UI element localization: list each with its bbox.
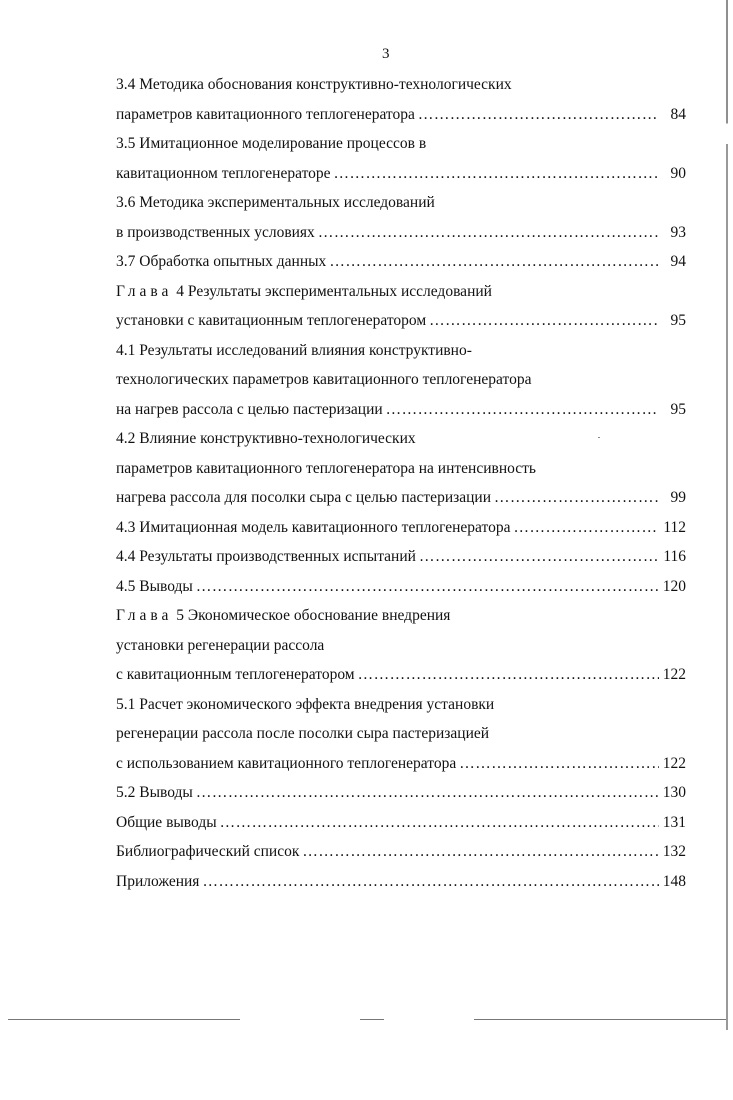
toc-text-line: 5.1 Расчет экономического эффекта внедрения установки [116, 695, 495, 713]
dot-leader [418, 100, 659, 130]
toc-page-number: 132 [662, 843, 686, 860]
toc-entry-title: кавитационном теплогенераторе [116, 164, 331, 182]
toc-entry [116, 690, 686, 779]
toc-leader-line [116, 572, 686, 602]
toc-entry-title: с использованием кавитационного теплогенератора [116, 754, 457, 772]
dot-leader [429, 306, 659, 336]
toc-text-line: 3.6 Методика экспериментальных исследований [116, 194, 435, 211]
toc-leader-line [116, 837, 686, 867]
toc-page-number: 116 [663, 548, 686, 565]
toc-page-number: 94 [670, 253, 686, 270]
toc-leader-line [116, 218, 686, 248]
toc-text-line: 3.5 Имитационное моделирование процессов в [116, 135, 427, 152]
toc-entry-title: в производственных условиях [116, 223, 315, 241]
toc-entry [116, 601, 686, 690]
toc-entry-title: Приложения [116, 872, 200, 890]
dot-leader [514, 513, 660, 543]
toc-page-number: 84 [670, 105, 686, 123]
toc-leader-line [116, 660, 686, 690]
toc-entry-title: с кавитационным теплогенератором [116, 666, 355, 683]
toc-entry [116, 778, 686, 808]
toc-entry [116, 336, 686, 425]
toc-entry [116, 70, 686, 129]
dot-leader [196, 778, 659, 808]
dot-leader [386, 395, 659, 425]
toc-text-line: 3.4 Методика обоснования конструктивно-технологических [116, 76, 512, 93]
toc-entry-title: 4.4 Результаты производственных испытаний [116, 548, 416, 565]
dot-leader [358, 660, 659, 690]
toc-entry [116, 247, 686, 277]
dot-leader [202, 867, 659, 897]
toc-entry-title: на нагрев рассола с целью пастеризации [116, 400, 383, 418]
toc-page-number: 122 [662, 754, 686, 772]
toc-entry-title: 4.5 Выводы [116, 577, 193, 595]
toc-text-line: 4.2 Влияние конструктивно-технологических [116, 430, 416, 447]
toc-chapter-heading [116, 277, 686, 307]
toc-text-line: параметров кавитационного теплогенератора на интенсивность [116, 459, 536, 477]
toc-leader-line [116, 395, 686, 425]
toc-leader-line [116, 159, 686, 189]
toc-text-line: 4.1 Результаты исследований влияния конструктивно- [116, 341, 472, 359]
toc-page-number: 131 [662, 813, 686, 831]
toc-entry [116, 542, 686, 572]
toc-page-number: 130 [662, 784, 686, 801]
toc-leader-line [116, 867, 686, 897]
page-number: 3 [382, 46, 390, 62]
toc-entry [116, 867, 686, 897]
toc-page-number: 90 [670, 164, 686, 182]
dot-leader [220, 808, 659, 838]
scan-edge-bottom [474, 1019, 726, 1020]
chapter-word: Глава [116, 607, 173, 624]
toc-leader-line [116, 100, 686, 130]
toc-page-number: 93 [670, 223, 686, 241]
chapter-title: 4 Результаты экспериментальных исследований [172, 282, 492, 300]
toc-entry [116, 188, 686, 247]
dot-leader [334, 159, 659, 189]
toc-entry [116, 513, 686, 543]
dot-leader [196, 572, 659, 602]
toc-entry [116, 808, 686, 838]
toc-leader-line [116, 513, 686, 543]
toc-entry [116, 277, 686, 336]
toc-page-number: 120 [662, 577, 686, 595]
dot-leader [419, 542, 659, 572]
toc-entry-title: параметров кавитационного теплогенератора [116, 105, 415, 123]
toc-leader-line [116, 778, 686, 808]
chapter-word: Глава [116, 282, 173, 300]
toc-entry [116, 129, 686, 188]
dot-leader [459, 749, 659, 779]
toc-leader-line [116, 749, 686, 779]
toc-entry-title: установки с кавитационным теплогенератором [116, 312, 427, 329]
toc-leader-line [116, 247, 686, 277]
toc-page-number: 99 [670, 489, 686, 506]
scan-speck [598, 437, 600, 438]
toc-entry-title: Библиографический список [116, 843, 300, 860]
toc-chapter-heading [116, 601, 686, 631]
toc-entry-title: 3.7 Обработка опытных данных [116, 253, 327, 270]
toc-leader-line [116, 808, 686, 838]
toc-text-line: технологических параметров кавитационного теплогенератора [116, 371, 532, 388]
scan-edge-bottom [360, 1019, 384, 1020]
toc-leader-line [116, 306, 686, 336]
toc-page-number: 95 [670, 312, 686, 329]
toc-entry-title: 4.3 Имитационная модель кавитационного теплогенератора [116, 518, 511, 536]
toc-entry-title: Общие выводы [116, 813, 217, 831]
dot-leader [302, 837, 659, 867]
toc-entry-title: нагрева рассола для посолки сыра с целью пастеризации [116, 489, 491, 506]
toc-page-number: 148 [662, 872, 686, 890]
dot-leader [318, 218, 659, 248]
toc-entry [116, 837, 686, 867]
toc-leader-line [116, 542, 686, 572]
toc-entry-title: 5.2 Выводы [116, 784, 193, 801]
dot-leader [494, 483, 659, 513]
toc-leader-line [116, 483, 686, 513]
scan-edge-right [726, 0, 728, 1030]
toc-text-line: установки регенерации рассола [116, 636, 325, 654]
toc-page-number: 112 [663, 518, 686, 536]
table-of-contents [116, 70, 686, 896]
toc-text-line: регенерации рассола после посолки сыра пастеризацией [116, 725, 490, 742]
chapter-title: 5 Экономическое обоснование внедрения [172, 607, 451, 624]
scan-edge-bottom [8, 1019, 240, 1020]
toc-entry [116, 572, 686, 602]
dot-leader [329, 247, 659, 277]
toc-entry [116, 424, 686, 513]
toc-page-number: 95 [670, 400, 686, 418]
toc-page-number: 122 [662, 666, 686, 683]
